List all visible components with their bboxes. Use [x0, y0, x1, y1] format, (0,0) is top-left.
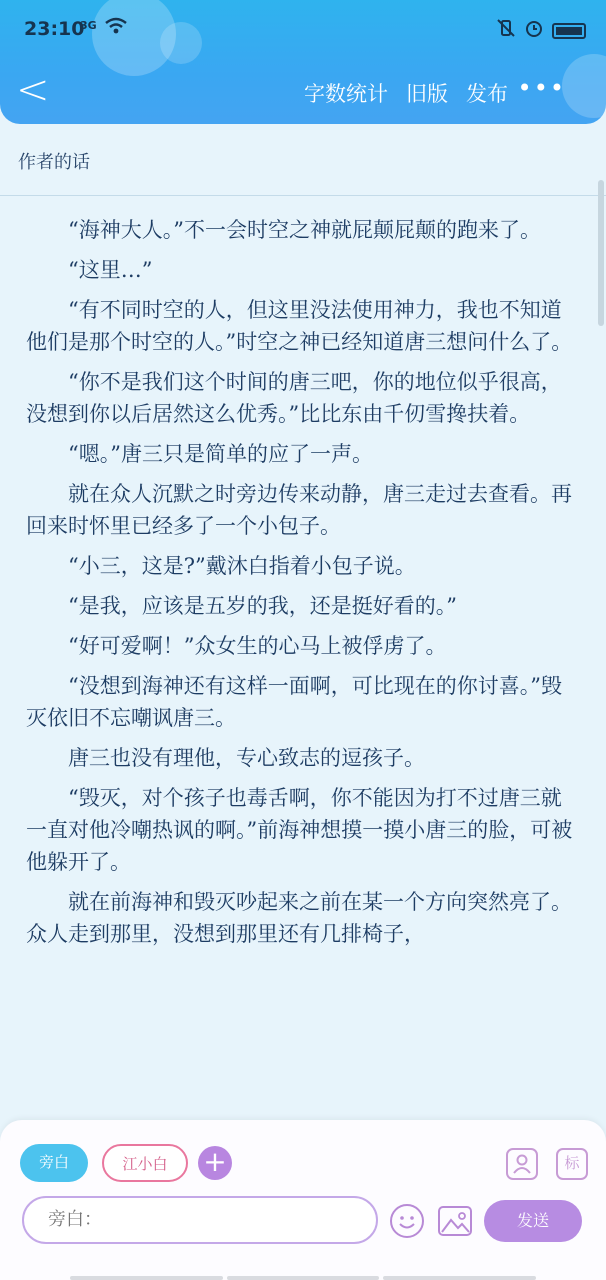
- vibrate-off-icon: [496, 18, 516, 43]
- top-header: [0, 0, 606, 124]
- author-note[interactable]: [0, 124, 606, 196]
- paragraph: “是我，应该是五岁的我，还是挺好看的。”: [68, 594, 457, 618]
- paragraph: “海神大人。”不一会时空之神就屁颠屁颠的跑来了。: [68, 218, 541, 242]
- paragraph: “你不是我们这个时间的唐三吧，你的地位似乎很高，没想到你以后居然这么优秀。”比比东由千仞雪搀扶着。: [26, 370, 562, 426]
- status-icons: [496, 18, 586, 43]
- back-button[interactable]: <: [16, 67, 50, 113]
- paragraph: “嗯。”唐三只是简单的应了一声。: [68, 442, 373, 466]
- message-input-container[interactable]: [22, 1196, 378, 1244]
- home-indicator-segment: [227, 1276, 380, 1280]
- home-indicator: [70, 1276, 536, 1280]
- wifi-icon: [104, 16, 128, 41]
- role-chip-narrator[interactable]: 旁白: [20, 1144, 88, 1182]
- paragraph: “小三，这是?”戴沐白指着小包子说。: [68, 554, 416, 578]
- scrollbar[interactable]: [598, 180, 604, 326]
- paragraph: “没想到海神还有这样一面啊，可比现在的你讨喜。”毁灭依旧不忘嘲讽唐三。: [26, 674, 562, 730]
- tag-icon[interactable]: 标: [556, 1148, 588, 1180]
- old-version-button[interactable]: 旧版: [406, 82, 448, 106]
- battery-icon: [552, 23, 586, 39]
- story-content[interactable]: [26, 214, 578, 1120]
- message-input[interactable]: [48, 1209, 348, 1230]
- home-indicator-segment: [70, 1276, 223, 1280]
- nav-bar: [0, 62, 606, 122]
- publish-button[interactable]: 发布: [466, 82, 508, 106]
- signal-type: 3G: [80, 19, 97, 32]
- author-note-label: 作者的话: [18, 152, 90, 173]
- paragraph: “有不同时空的人，但这里没法使用神力，我也不知道他们是那个时空的人。”时空之神已经知道唐三想问什么了。: [26, 298, 573, 354]
- paragraph: 就在前海神和毁灭吵起来之前在某一个方向突然亮了。众人走到那里，没想到那里还有几排椅子，: [26, 890, 572, 946]
- paragraph: “毁灭，对个孩子也毒舌啊，你不能因为打不过唐三就一直对他冷嘲热讽的啊。”前海神想摸一摸小唐三的脸，可被他躲开了。: [26, 786, 573, 874]
- add-role-button[interactable]: +: [198, 1146, 232, 1180]
- alarm-icon: [524, 18, 544, 43]
- image-icon[interactable]: [438, 1206, 472, 1236]
- word-count-button[interactable]: 字数统计: [304, 82, 388, 106]
- emoji-icon[interactable]: [390, 1204, 424, 1238]
- more-icon[interactable]: •••: [517, 74, 566, 102]
- person-icon[interactable]: [506, 1148, 538, 1180]
- paragraph: “好可爱啊！”众女生的心马上被俘虏了。: [68, 634, 447, 658]
- status-bar: [0, 0, 606, 62]
- role-chip-character[interactable]: 江小白: [102, 1144, 188, 1182]
- paragraph: 唐三也没有理他，专心致志的逗孩子。: [68, 746, 425, 770]
- send-button[interactable]: 发送: [484, 1200, 582, 1242]
- paragraph: “这里…”: [68, 258, 153, 282]
- home-indicator-segment: [383, 1276, 536, 1280]
- composer-panel: [0, 1120, 606, 1280]
- status-time: 23:10: [24, 18, 85, 40]
- nav-actions: [304, 78, 508, 108]
- paragraph: 就在众人沉默之时旁边传来动静，唐三走过去查看。再回来时怀里已经多了一个小包子。: [26, 482, 572, 538]
